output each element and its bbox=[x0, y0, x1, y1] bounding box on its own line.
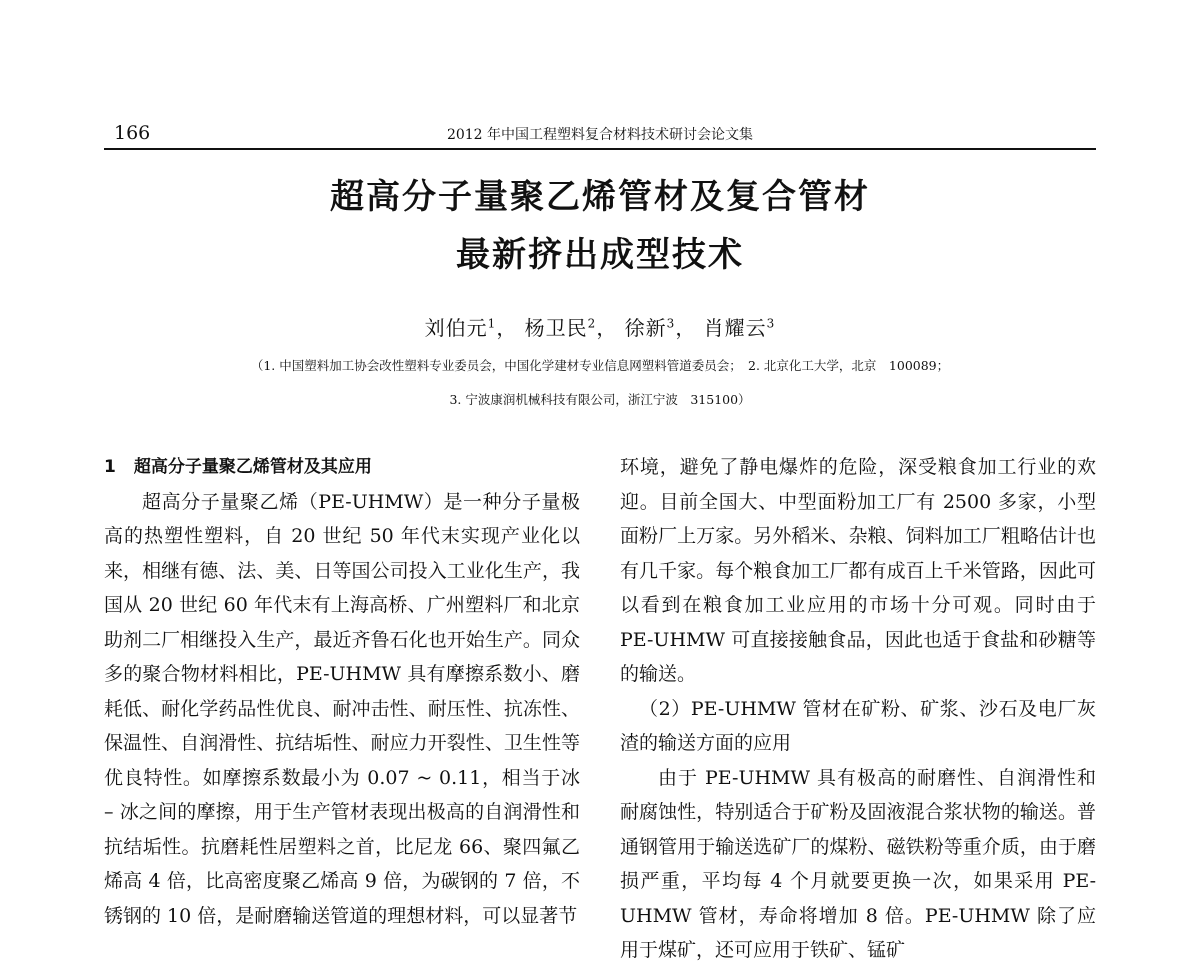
author-affil-mark: 3 bbox=[666, 316, 676, 331]
author-name: 杨卫民 bbox=[524, 316, 588, 340]
page-number: 166 bbox=[114, 122, 151, 144]
author-affil-mark: 1 bbox=[487, 316, 497, 331]
author-name: 肖耀云 bbox=[703, 316, 767, 340]
running-header bbox=[104, 120, 1096, 150]
affiliation-line-1: （1. 中国塑料加工协会改性塑料专业委员会，中国化学建材专业信息网塑料管道委员会； 2. 北京化工大学，北京 100089； bbox=[250, 358, 950, 373]
body-paragraph: 环境，避免了静电爆炸的危险，深受粮食加工行业的欢迎。目前全国大、中型面粉加工厂有 2500 多家，小型面粉厂上万家。另外稻米、杂粮、饲料加工厂粗略估计也有几千家。每个粮食加工厂都有成百上千米管路，因此可以看到在粮食加工业应用的市场十分可观。同时由于 PE-UHMW 可直接接触食品，因此也适于食盐和砂糖等的输送。 bbox=[620, 456, 1096, 685]
author-separator: ， bbox=[675, 316, 697, 340]
paper-title bbox=[104, 168, 1096, 284]
affiliation-line-2: 3. 宁波康润机械科技有限公司，浙江宁波 315100） bbox=[449, 392, 751, 407]
author-list bbox=[104, 312, 1096, 341]
author-separator: ， bbox=[596, 316, 618, 340]
left-column bbox=[104, 450, 580, 933]
author-affil-mark: 2 bbox=[587, 316, 597, 331]
section-number: 1 bbox=[104, 457, 116, 477]
author-affil-mark: 3 bbox=[766, 316, 776, 331]
author-name: 徐新 bbox=[624, 316, 667, 340]
author-separator: ， bbox=[496, 316, 518, 340]
section-title: 超高分子量聚乙烯管材及其应用 bbox=[133, 457, 372, 477]
section-heading bbox=[104, 450, 580, 485]
title-line-2: 最新挤出成型技术 bbox=[456, 235, 744, 275]
journal-title: 2012 年中国工程塑料复合材料技术研讨会论文集 bbox=[446, 127, 754, 143]
right-column bbox=[620, 450, 1096, 968]
subsection-heading: （2）PE-UHMW 管材在矿粉、矿浆、沙石及电厂灰渣的输送方面的应用 bbox=[620, 697, 1096, 754]
author-name: 刘伯元 bbox=[424, 316, 488, 340]
body-paragraph: 由于 PE-UHMW 具有极高的耐磨性、自润滑性和耐腐蚀性，特别适合于矿粉及固液混合浆状物的输送。普通钢管用于输送选矿厂的煤粉、磁铁粉等重介质，由于磨损严重，平均每 4 个月就要更换一次，如果采用 PE-UHMW 管材，寿命将增加 8 倍。PE-UHMW 除了应用于煤矿，还可应用于铁矿、锰矿 bbox=[620, 766, 1096, 961]
title-line-1: 超高分子量聚乙烯管材及复合管材 bbox=[330, 177, 870, 217]
body-paragraph: 超高分子量聚乙烯（PE-UHMW）是一种分子量极高的热塑性塑料，自 20 世纪 50 年代末实现产业化以来，相继有德、法、美、日等国公司投入工业化生产，我国从 20 世纪 60 年代末有上海高桥、广州塑料厂和北京助剂二厂相继投入生产，最近齐鲁石化也开始生产。同众多的聚合物材料相比，PE-UHMW 具有摩擦系数小、磨耗低、耐化学药品性优良、耐冲击性、耐压性、抗冻性、保温性、自润滑性、抗结垢性、耐应力开裂性、卫生性等优良特性。如摩擦系数最小为 0.07 ~ 0.11，相当于冰 – 冰之间的摩擦，用于生产管材表现出极高的自润滑性和抗结垢性。抗磨耗性居塑料之首，比尼龙 66、聚四氟乙烯高 4 倍，比高密度聚乙烯高 9 倍，为碳钢的 7 倍，不锈钢的 10 倍，是耐磨输送管道的理想材料，可以显著节 bbox=[104, 490, 580, 927]
